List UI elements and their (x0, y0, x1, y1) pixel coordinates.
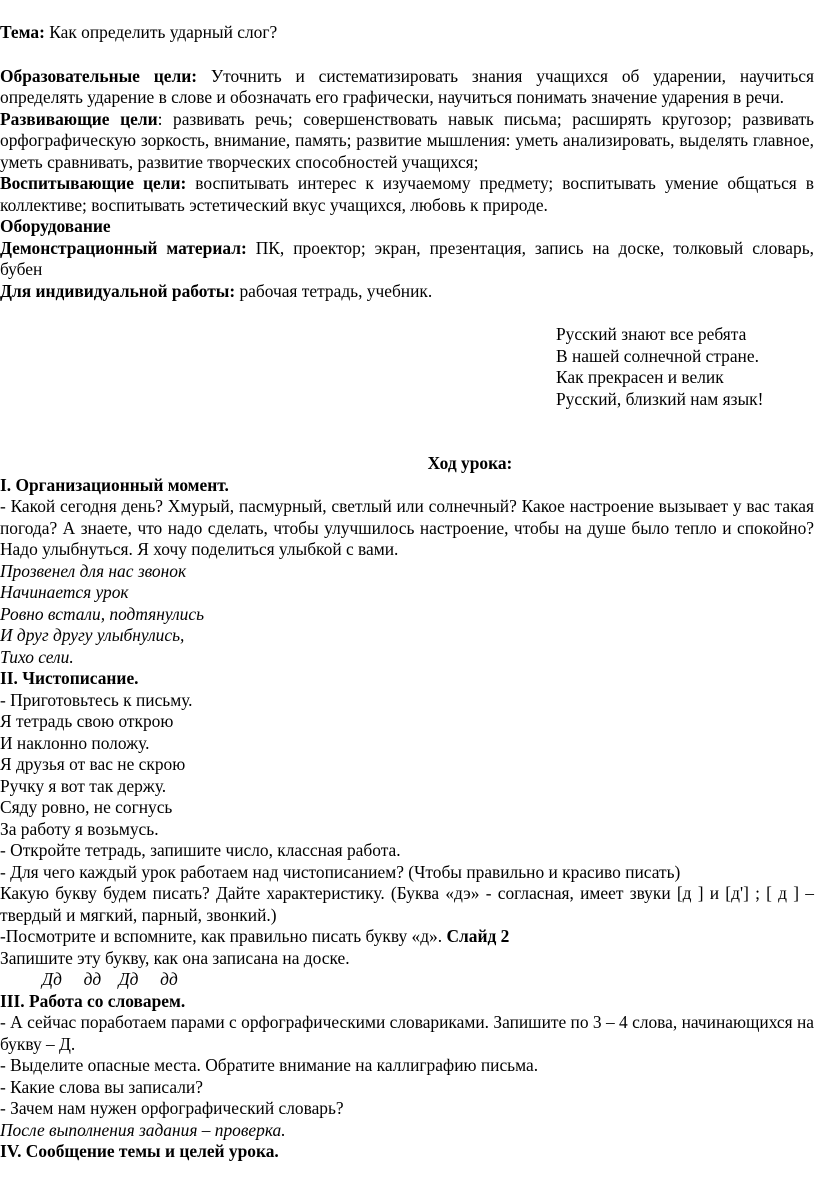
ind-text: рабочая тетрадь, учебник. (235, 280, 433, 301)
edu-goals-label: Образовательные цели: (0, 65, 198, 86)
slide-label: Слайд 2 (442, 926, 510, 946)
educational-goals (0, 66, 814, 109)
demo-material (0, 238, 814, 281)
epigraph-line: Русский, близкий нам язык! (556, 388, 764, 409)
section-4-heading: IV. Сообщение темы и целей урока. (0, 1141, 279, 1161)
poem-line: Начинается урок (0, 582, 129, 602)
developing-goals (0, 109, 814, 174)
epigraph-line: Как прекрасен и велик (556, 367, 724, 387)
poem-line: И друг другу улыбнулись, (0, 625, 185, 645)
nurturing-goals (0, 173, 814, 216)
text-line: После выполнения задания – проверка. (0, 1119, 286, 1140)
text-line: - Зачем нам нужен орфографический словарь? (0, 1098, 344, 1118)
edu-goals-text: Уточнить и систематизировать знания учащихся об ударении, научиться определять ударение в слове и обозначать его графически, научиться понимать значение ударения в речи. (0, 65, 814, 107)
epigraph-line: Русский знают все ребята (556, 324, 747, 344)
nurt-goals-text: воспитывать интерес к изучаемому предмету; воспитывать умение общаться в коллективе; воспитывать эстетический вкус учащихся, любовь к природе. (0, 173, 814, 215)
text-line: Сяду ровно, не согнусь (0, 797, 173, 817)
text-line: - Откройте тетрадь, запишите число, классная работа. (0, 840, 401, 860)
text-line: - Для чего каждый урок работаем над чистописанием? (Чтобы правильно и красиво писать) (0, 861, 681, 882)
equipment-heading: Оборудование (0, 216, 111, 236)
text-line: Я тетрадь свою открою (0, 711, 174, 731)
demo-label: Демонстрационный материал: (0, 237, 247, 258)
text-line: Запишите эту букву, как она записана на доске. (0, 947, 350, 968)
text-line: Ручку я вот так держу. (0, 775, 167, 796)
text-line: Я друзья от вас не скрою (0, 754, 186, 774)
section-1-intro: - Какой сегодня день? Хмурый, пасмурный, светлый или солнечный? Какое настроение вызывает у вас такая погода? А знаете, что надо сделать, чтобы улучшилось настроение, чтобы на душе было тепло и спокойно? Надо улыбнуться. Я хочу поделиться улыбкой с вами. (0, 496, 814, 559)
text-line: И наклонно положу. (0, 732, 150, 753)
epigraph (556, 324, 814, 410)
ind-label: Для индивидуальной работы: (0, 280, 236, 301)
poem-line: Ровно встали, подтянулись (0, 603, 204, 624)
text-line: Какую букву будем писать? Дайте характеристику. (Буква «дэ» - согласная, имеет звуки [д ] и [д'] ; [ д ] –твердый и мягкий, парный, звонкий.) (0, 883, 814, 925)
nurt-goals-label: Воспитывающие цели: (0, 173, 187, 193)
lesson-title: Ход урока: (427, 453, 513, 473)
dev-goals-text: : развивать речь; совершенствовать навык письма; расширять кругозор; развивать орфографическую зоркость, внимание, память; развитие мышления: уметь анализировать, выделять главное, уметь сравнивать, развитие творческих способностей учащихся; (0, 108, 814, 172)
demo-text: ПК, проектор; экран, презентация, запись на доске, толковый словарь, бубен (0, 237, 814, 279)
topic-label: Тема: (0, 22, 45, 42)
text-line: За работу я возьмусь. (0, 818, 159, 839)
epigraph-line: В нашей солнечной стране. (556, 345, 759, 366)
section-2-heading: II. Чистописание. (0, 668, 139, 688)
dev-goals-label: Развивающие цели (0, 108, 158, 129)
letters-sample: Дд дд Дд дд (42, 969, 178, 989)
topic-text: Как определить ударный слог? (49, 22, 278, 42)
text-line: - Какие слова вы записали? (0, 1076, 203, 1097)
text-line: - А сейчас поработаем парами с орфографическими словариками. Запишите по 3 – 4 слова, начинающихся на букву – Д. (0, 1012, 814, 1054)
poem-line: Тихо сели. (0, 646, 74, 667)
text-line: - Приготовьтесь к письму. (0, 689, 193, 710)
text-line: - Выделите опасные места. Обратите внимание на каллиграфию письма. (0, 1055, 539, 1075)
individual-work (0, 281, 814, 303)
section-3-heading: III. Работа со словарем. (0, 990, 186, 1011)
poem-line: Прозвенел для нас звонок (0, 560, 187, 581)
topic-line (0, 22, 814, 44)
slide-line: -Посмотрите и вспомните, как правильно писать букву «д». Слайд 2 (0, 926, 510, 946)
section-1-heading: I. Организационный момент. (0, 474, 229, 495)
